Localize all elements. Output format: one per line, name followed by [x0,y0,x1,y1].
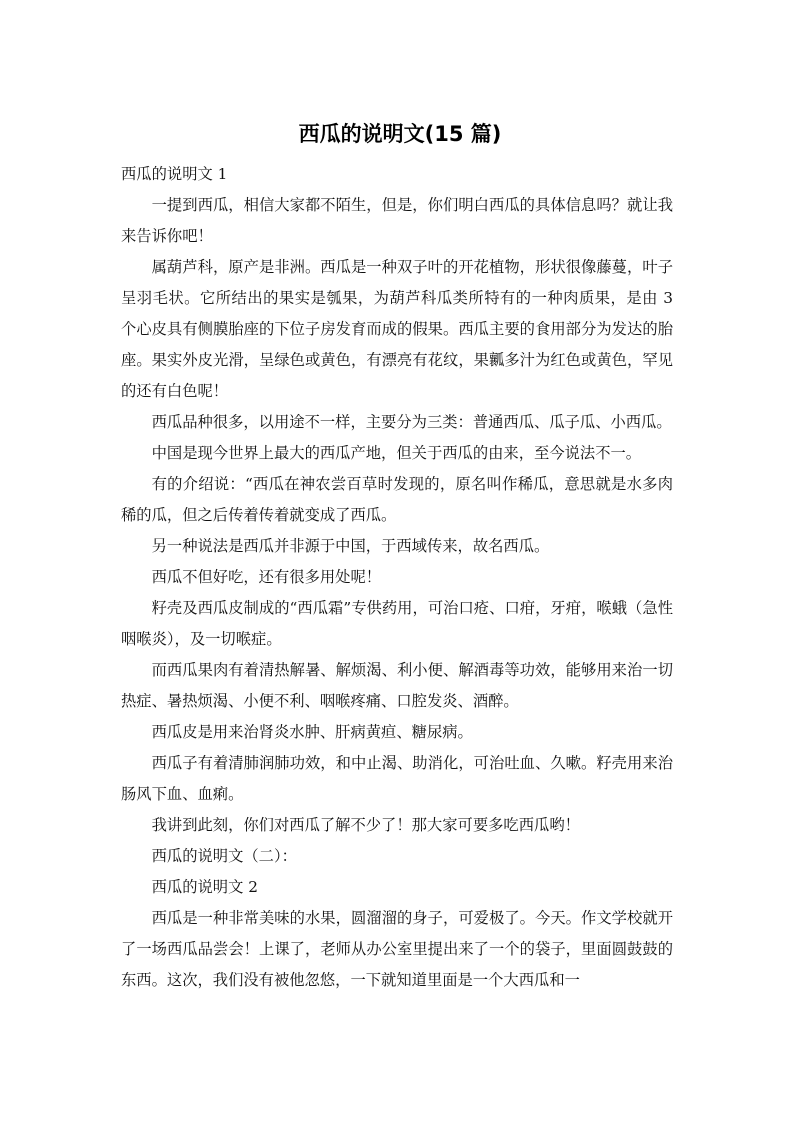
paragraph: 西瓜子有着清肺润肺功效，和中止渴、助消化，可治吐血、久嗽。籽壳用来治肠风下血、血痢。 [121,754,673,803]
section-heading: 西瓜的说明文 2 [151,878,258,896]
paragraph: 属葫芦科，原产是非洲。西瓜是一种双子叶的开花植物，形状很像藤蔓，叶子呈羽毛状。它所结出的果实是瓠果，为葫芦科瓜类所特有的一种肉质果，是由 3 个心皮具有侧膜胎座的下位子房发育而成的假果。西瓜主要的食用部分为发达的胎座。果实外皮光滑，呈绿色或黄色，有漂亮有花纹，果瓤多汁为红色或黄色，罕见的还有白色呢！ [121,258,673,400]
paragraph: 另一种说法是西瓜并非源于中国，于西域传来，故名西瓜。 [151,537,550,555]
section-heading: 西瓜的说明文（二）： [151,847,297,865]
paragraph: 西瓜不但好吃，还有很多用处呢！ [151,568,382,586]
document-body [121,159,673,996]
paragraph: 一提到西瓜，相信大家都不陌生，但是，你们明白西瓜的具体信息吗？就让我来告诉你吧！ [121,196,673,245]
paragraph: 我讲到此刻，你们对西瓜了解不少了！那大家可要多吃西瓜哟！ [151,816,580,834]
paragraph: 籽壳及西瓜皮制成的“西瓜霜”专供药用，可治口疮、口疳，牙疳，喉蛾（急性咽喉炎），及一切喉症。 [121,599,673,648]
paragraph: 有的介绍说：“西瓜在神农尝百草时发现的，原名叫作稀瓜，意思就是水多肉稀的瓜，但之后传着传着就变成了西瓜。 [121,475,673,524]
paragraph: 西瓜品种很多，以用途不一样，主要分为三类：普通西瓜、瓜子瓜、小西瓜。 [151,413,672,431]
paragraph: 中国是现今世界上最大的西瓜产地，但关于西瓜的由来，至今说法不一。 [151,444,642,462]
paragraph: 西瓜是一种非常美味的水果，圆溜溜的身子，可爱极了。今天。作文学校就开了一场西瓜品尝会！上课了，老师从办公室里提出来了一个的袋子，里面圆鼓鼓的东西。这次，我们没有被他忽悠，一下就知道里面是一个大西瓜和一 [121,909,673,989]
section-heading: 西瓜的说明文 1 [121,165,228,183]
document-title: 西瓜的说明文(15 篇) [298,122,502,146]
paragraph: 而西瓜果肉有着清热解暑、解烦渴、利小便、解酒毒等功效，能够用来治一切热症、暑热烦渴、小便不利、咽喉疼痛、口腔发炎、酒醉。 [121,661,673,710]
paragraph: 西瓜皮是用来治肾炎水肿、肝病黄疸、糖尿病。 [151,723,473,741]
